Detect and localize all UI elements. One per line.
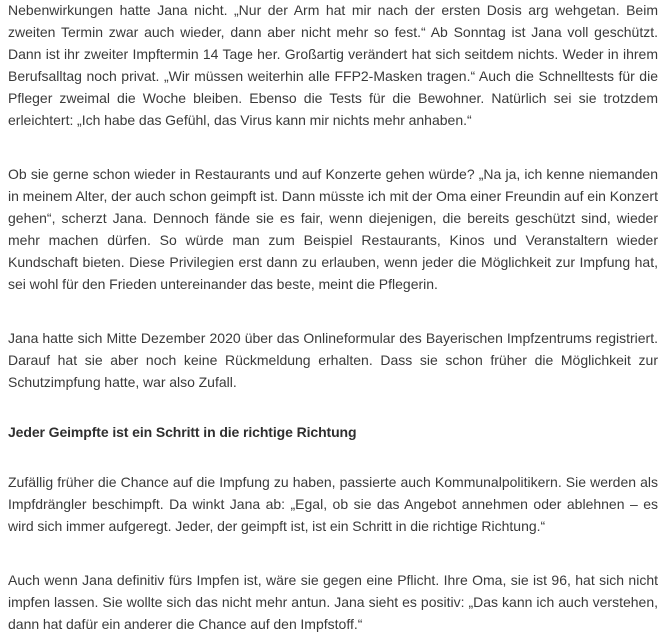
article-paragraph-grandma: Auch wenn Jana definitiv fürs Impfen ist, wäre sie gegen eine Pflicht. Ihre Oma, sie ist 96, hat sich nicht impfen lassen. Sie wollte sich das nicht mehr antun. Jana sieht es positiv: „Das kann ich auch verstehen, dann hat dafür ein anderer die Chance auf den Impfstoff.“ — [8, 572, 658, 632]
article-paragraph-side-effects: Nebenwirkungen hatte Jana nicht. „Nur der Arm hat mir nach der ersten Dosis arg wehgetan. Beim zweiten Termin zwar auch wieder, dann aber nicht mehr so fest.“ Ab Sonntag ist Jana voll geschützt. Dann ist ihr zweiter Impftermin 14 Tage her. Großartig verändert hat sich seitdem nichts. Weder in ihrem Berufsalltag noch privat. „Wir müssen weiterhin alle FFP2-Masken tragen.“ Auch die Schnelltests für die Pfleger zweimal die Woche bleiben. Ebenso die Tests für die Bewohner. Natürlich sei sie trotzdem erleichtert: „Ich habe das Gefühl, das Virus kann mir nichts mehr anhaben.“ — [8, 2, 658, 128]
article-body — [8, 0, 658, 635]
article-paragraph-registration: Jana hatte sich Mitte Dezember 2020 über das Onlineformular des Bayerischen Impfzentrums registriert. Darauf hat sie aber noch keine Rückmeldung erhalten. Dass sie schon früher die Möglichkeit zur Schutzimpfung hatte, war also Zufall. — [8, 330, 658, 390]
article-paragraph-restaurants: Ob sie gerne schon wieder in Restaurants und auf Konzerte gehen würde? „Na ja, ich kenne niemanden in meinem Alter, der auch schon geimpft ist. Dann müsste ich mit der Oma einer Freundin auf ein Konzert gehen“, scherzt Jana. Dennoch fände sie es fair, wenn diejenigen, die bereits geschützt sind, wieder mehr machen dürfen. So würde man zum Beispiel Restaurants, Kinos und Veranstaltern wieder Kundschaft bieten. Diese Privilegien erst dann zu erlauben, wenn jeder die Möglichkeit zur Impfung hat, sei wohl für den Frieden untereinander das beste, meint die Pflegerin. — [8, 166, 658, 292]
article-subheading: Jeder Geimpfte ist ein Schritt in die richtige Richtung — [8, 424, 357, 440]
article-paragraph-politicians: Zufällig früher die Chance auf die Impfung zu haben, passierte auch Kommunalpolitikern. Sie werden als Impfdrängler beschimpft. Da winkt Jana ab: „Egal, ob sie das Angebot annehmen oder ablehnen – es wird sich immer aufgeregt. Jeder, der geimpft ist, ist ein Schritt in die richtige Richtung.“ — [8, 474, 658, 534]
